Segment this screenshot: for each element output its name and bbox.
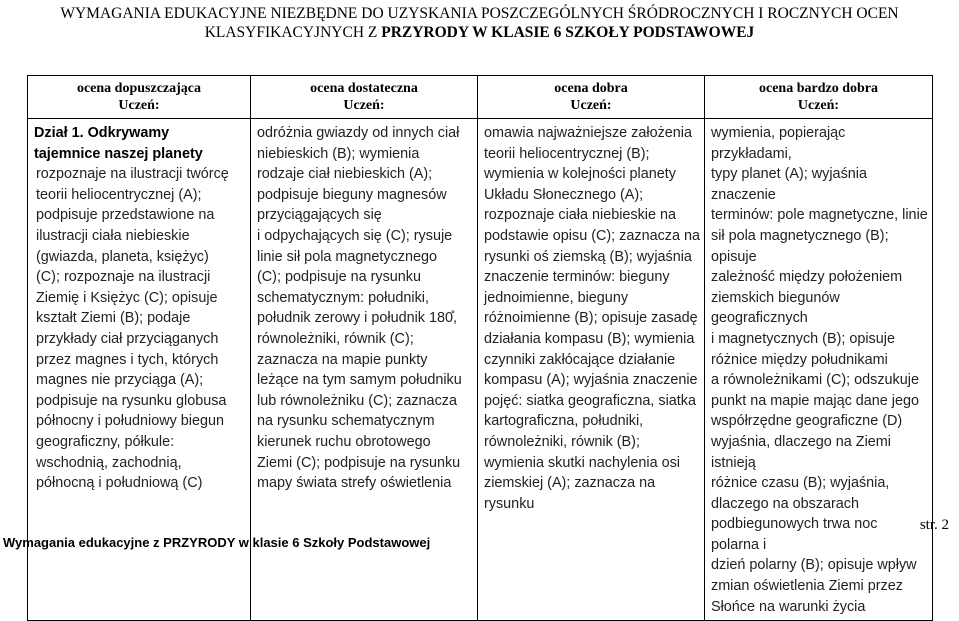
grade-name: ocena dobra: [554, 81, 628, 96]
requirements-text: rozpoznaje na ilustracji twórcę teorii heliocentrycznej (A); podpisuje przedstawione na ilustracji ciała niebieskie (gwiazda, planeta, księżyc) (C); rozpoznaje na ilustracji Ziemię i Księżyc (C); opisuje kształt Ziemi (B); podaje przykłady ciał przyciąganych przez magnes i tych, których magnes nie przyciąga (A); podpisuje na rysunku globusa północny i południowy biegun geograficzny, półkule: wschodnią, zachodnią, północną i południową (C): [36, 166, 229, 492]
grade-name: ocena dostateczna: [310, 81, 418, 96]
requirements-text: odróżnia gwiazdy od innych ciał niebieskich (B); wymienia rodzaje ciał niebieskich (A); podpisuje bieguny magnesów przyciągających się i odpychających się (C); rysuje linie sił pola magnetycznego (C); podpisuje na rysunku schematycznym: południki, południk zerowy i południk 180̊, równoleżniki, równik (C); zaznacza na mapie punkty leżące na tym samym południku lub równoleżniku (C); zaznacza na rysunku schematycznym kierunek ruchu obrotowego Ziemi (C); podpisuje na rysunku mapy świata strefy oświetlenia: [257, 125, 462, 492]
grade-name: ocena bardzo dobra: [759, 81, 878, 96]
grade-name: ocena dopuszczająca: [76, 81, 202, 96]
student-label: Uczeń:: [343, 98, 385, 113]
header-line-1: WYMAGANIA EDUKACYJNE NIEZBĘDNE DO UZYSKANIA POSZCZEGÓLNYCH ŚRÓDROCZNYCH I ROCZNYCH OCEN: [60, 5, 899, 22]
column-header-dobra: [478, 76, 705, 119]
cell-dobra: [478, 119, 705, 621]
student-label: Uczeń:: [797, 98, 840, 113]
section-title: Dział 1. Odkrywamy tajemnice naszej planety: [34, 125, 203, 162]
page-number: str. 2: [919, 517, 949, 533]
student-label: Uczeń:: [570, 98, 612, 113]
column-header-bardzo-dobra: [705, 76, 933, 119]
table-header-row: [28, 76, 933, 119]
document-header: [0, 4, 959, 42]
requirements-text: wymienia, popierając przykładami, typy planet (A); wyjaśnia znaczenie terminów: pole magnetyczne, linie sił pola magnetycznego (B); opisuje zależność między położeniem ziemskich biegunów geograficznych i magnetycznych (B); opisuje różnice między południkami a równoleżnikami (C); odszukuje punkt na mapie mając dane jego współrzędne geograficzne (D) wyjaśnia, dlaczego na Ziemi istnieją różnice czasu (B); wyjaśnia, dlaczego na obszarach podbiegunowych trwa noc polarna i dzień polarny (B); opisuje wpływ zmian oświetlenia Ziemi przez Słońce na warunki życia: [711, 125, 928, 615]
student-label: Uczeń:: [118, 98, 160, 113]
column-header-dopuszczajaca: [28, 76, 251, 119]
header-line-2: [0, 23, 959, 42]
footer-text: Wymagania edukacyjne z PRZYRODY w klasie 6 Szkoły Podstawowej: [3, 535, 431, 550]
header-line-2-prefix: KLASYFIKACYJNYCH Z: [204, 24, 382, 41]
cell-bardzo-dobra: [705, 119, 933, 621]
requirements-text: omawia najważniejsze założenia teorii heliocentrycznej (B); wymienia w kolejności planety Układu Słonecznego (A); rozpoznaje ciała niebieskie na podstawie opisu (C); zaznacza na rysunki oś ziemską (B); wyjaśnia znaczenie terminów: bieguny jednoimienne, bieguny różnoimienne (B); opisuje zasadę działania kompasu (B); wymienia czynniki zakłócające działanie kompasu (A); wyjaśnia znaczenie pojęć: siatka geograficzna, siatka kartograficzna, południki, równoleżniki, równik (B); wymienia skutki nachylenia osi ziemskiej (A); zaznacza na rysunku: [484, 125, 700, 512]
header-line-2-subject: PRZYRODY W KLASIE 6 SZKOŁY PODSTAWOWEJ: [381, 24, 755, 41]
column-header-dostateczna: [251, 76, 478, 119]
